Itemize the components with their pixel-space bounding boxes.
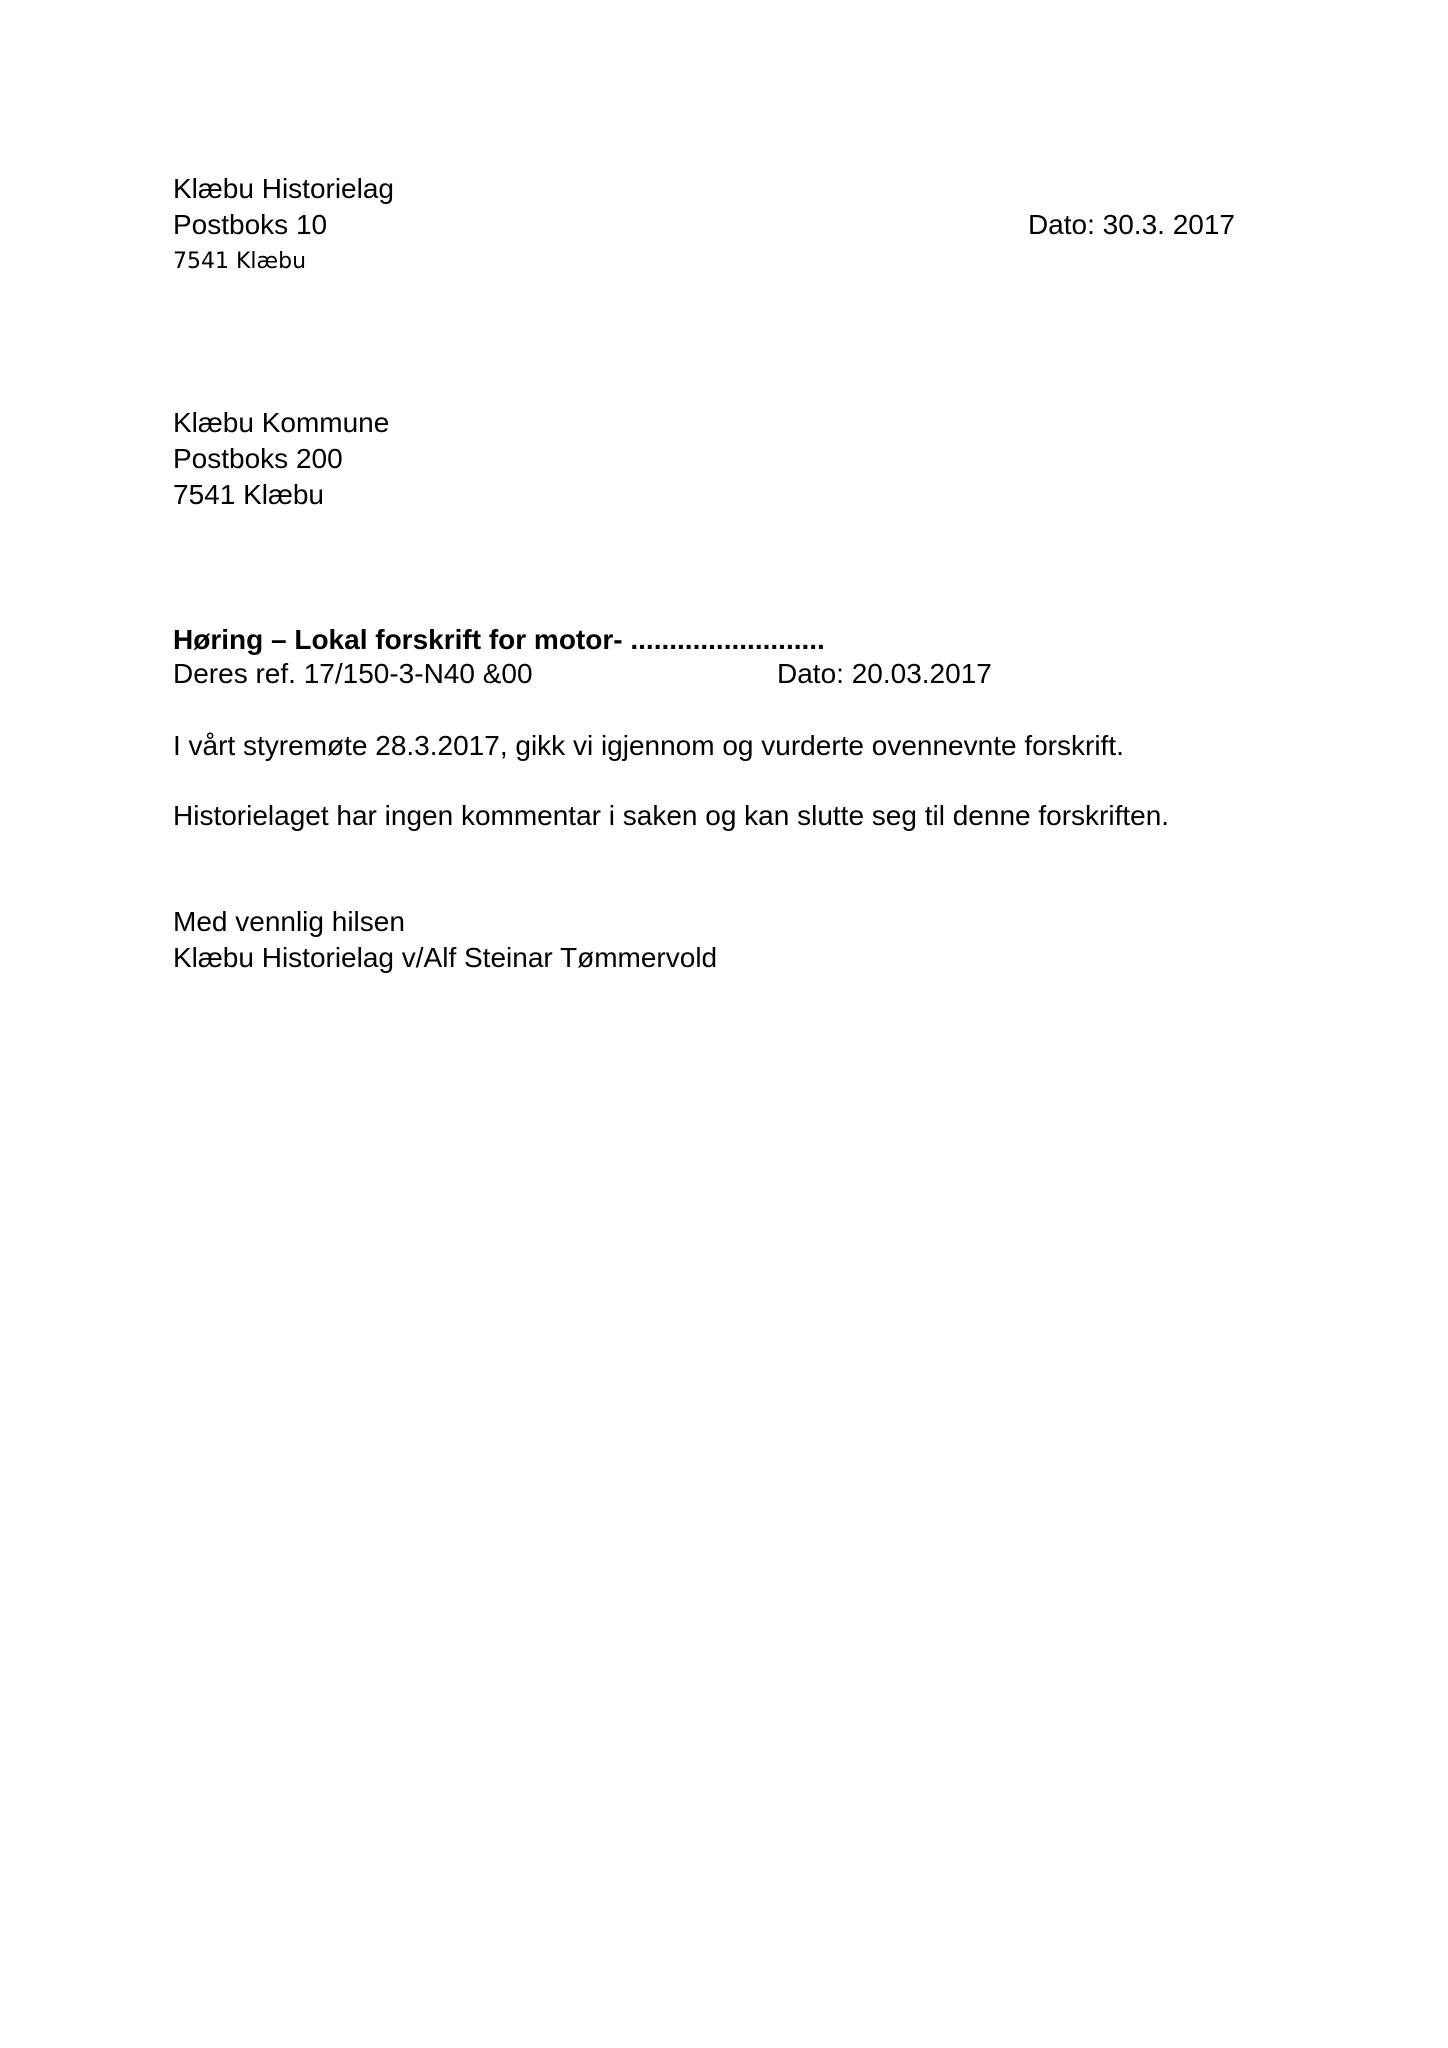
sender-address: Postboks 10 — [173, 209, 328, 240]
recipient-name: Klæbu Kommune — [173, 407, 390, 438]
recipient-postcode-city: 7541 Klæbu — [173, 479, 325, 510]
sender-name: Klæbu Historielag — [173, 173, 394, 204]
recipient-address: Postboks 200 — [173, 443, 343, 474]
sender-postcode-city: 7541 Klæbu — [173, 249, 307, 274]
reference-date: Dato: 20.03.2017 — [777, 658, 992, 689]
subject-title: Høring – Lokal forskrift for motor- ......................... — [173, 624, 825, 655]
letter-date: Dato: 30.3. 2017 — [1027, 209, 1235, 240]
body-paragraph-2: Historielaget har ingen kommentar i saken og kan slutte seg til denne forskriften. — [173, 800, 1170, 831]
subject-reference: Deres ref. 17/150-3-N40 &00 — [173, 658, 533, 689]
closing-greeting: Med vennlig hilsen — [173, 906, 405, 937]
body-paragraph-1: I vårt styremøte 28.3.2017, gikk vi igjennom og vurderte ovennevnte forskrift. — [173, 730, 1124, 761]
closing-signature: Klæbu Historielag v/Alf Steinar Tømmervold — [173, 942, 718, 973]
